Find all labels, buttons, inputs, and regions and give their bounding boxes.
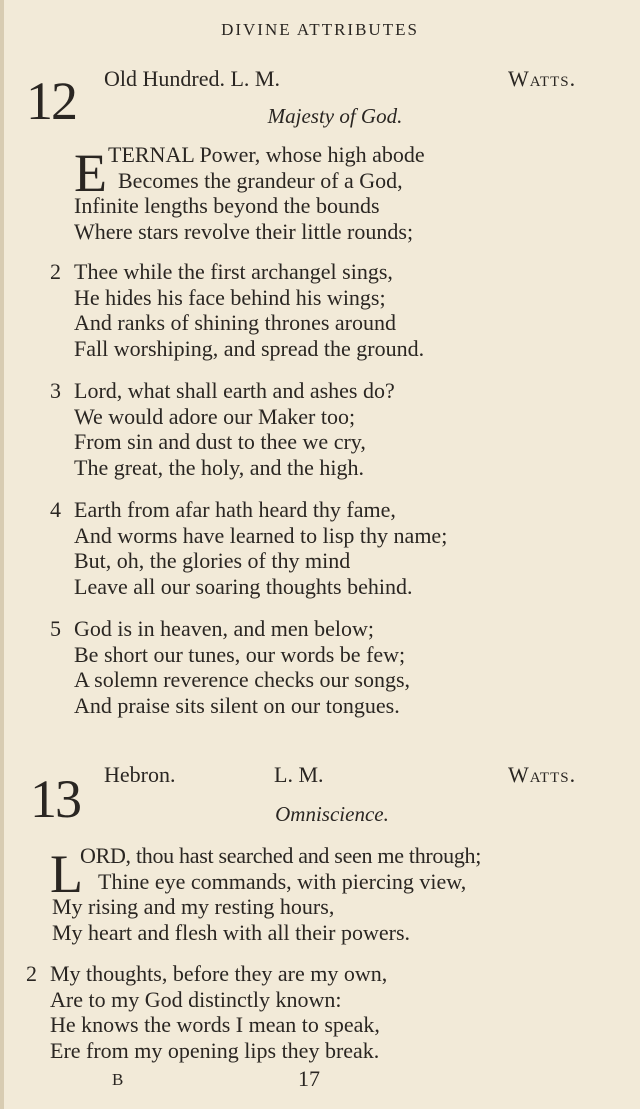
verse-line: From sin and dust to thee we cry, xyxy=(74,429,366,454)
verse-line: ORD, thou hast searched and seen me through; xyxy=(80,843,482,868)
page-edge xyxy=(0,0,4,1109)
verse-line: God is in heaven, and men below; xyxy=(74,616,374,641)
verse-line: Thee while the first archangel sings, xyxy=(74,259,393,284)
signature-mark: B xyxy=(112,1070,124,1089)
stanza-5 xyxy=(50,616,630,718)
verse-line: Earth from afar hath heard thy fame, xyxy=(74,497,396,522)
verse-line: Where stars revolve their little rounds; xyxy=(74,218,414,244)
tune-name: Hebron. xyxy=(104,762,176,787)
hymn-number: 13 xyxy=(30,769,80,829)
stanza-number: 4 xyxy=(50,497,61,522)
verse-line: Becomes the grandeur of a God, xyxy=(118,167,403,193)
verse-line: The great, the holy, and the high. xyxy=(74,454,364,480)
stanza-2 xyxy=(50,259,630,361)
verse-line: We would adore our Maker too; xyxy=(74,403,356,429)
verse-line: TERNAL Power, whose high abode xyxy=(108,142,425,167)
stanza-number: 5 xyxy=(50,616,61,641)
verse-line: He hides his face behind his wings; xyxy=(74,284,386,310)
verse-line: And praise sits silent on our tongues. xyxy=(74,692,400,718)
stanza-2 xyxy=(26,961,606,1063)
stanza-number: 3 xyxy=(50,378,61,403)
verse-line: Are to my God distinctly known: xyxy=(50,986,342,1012)
running-head: DIVINE ATTRIBUTES xyxy=(221,20,419,39)
stanza-1 xyxy=(50,843,630,945)
verse-line: Be short our tunes, our words be few; xyxy=(74,641,406,667)
hymn-author: Watts. xyxy=(508,66,577,91)
verse-line: But, oh, the glories of thy mind xyxy=(74,548,351,573)
verse-line: My thoughts, before they are my own, xyxy=(50,961,388,986)
verse-line: He knows the words I mean to speak, xyxy=(50,1012,380,1037)
stanza-number: 2 xyxy=(50,259,61,284)
verse-line: A solemn reverence checks our songs, xyxy=(74,667,411,692)
hymn-subject: Majesty of God. xyxy=(267,104,403,128)
verse-line: Leave all our soaring thoughts behind. xyxy=(74,573,413,599)
verse-line: Lord, what shall earth and ashes do? xyxy=(74,378,395,403)
stanza-number: 2 xyxy=(26,961,37,986)
drop-cap: L xyxy=(50,844,83,904)
hymn-subject: Omniscience. xyxy=(275,802,389,826)
stanza-1 xyxy=(50,142,630,244)
stanza-3 xyxy=(50,378,630,480)
verse-line: My rising and my resting hours, xyxy=(52,894,335,919)
verse-line: My heart and flesh with all their powers. xyxy=(52,919,411,945)
page-number: 17 xyxy=(298,1066,320,1091)
verse-line: And worms have learned to lisp thy name; xyxy=(74,522,448,548)
verse-line: And ranks of shining thrones around xyxy=(74,310,397,335)
verse-line: Thine eye commands, with piercing view, xyxy=(98,868,467,894)
verse-line: Ere from my opening lips they break. xyxy=(50,1037,380,1063)
verse-line: Infinite lengths beyond the bounds xyxy=(74,193,380,218)
hymn-number: 12 xyxy=(26,71,76,131)
tune-meter: L. M. xyxy=(274,762,324,787)
stanza-4 xyxy=(50,497,630,599)
hymn-author: Watts. xyxy=(508,762,577,787)
drop-cap: E xyxy=(74,143,107,203)
tune-name: Old Hundred. L. M. xyxy=(104,66,280,91)
verse-line: Fall worshiping, and spread the ground. xyxy=(74,335,425,361)
